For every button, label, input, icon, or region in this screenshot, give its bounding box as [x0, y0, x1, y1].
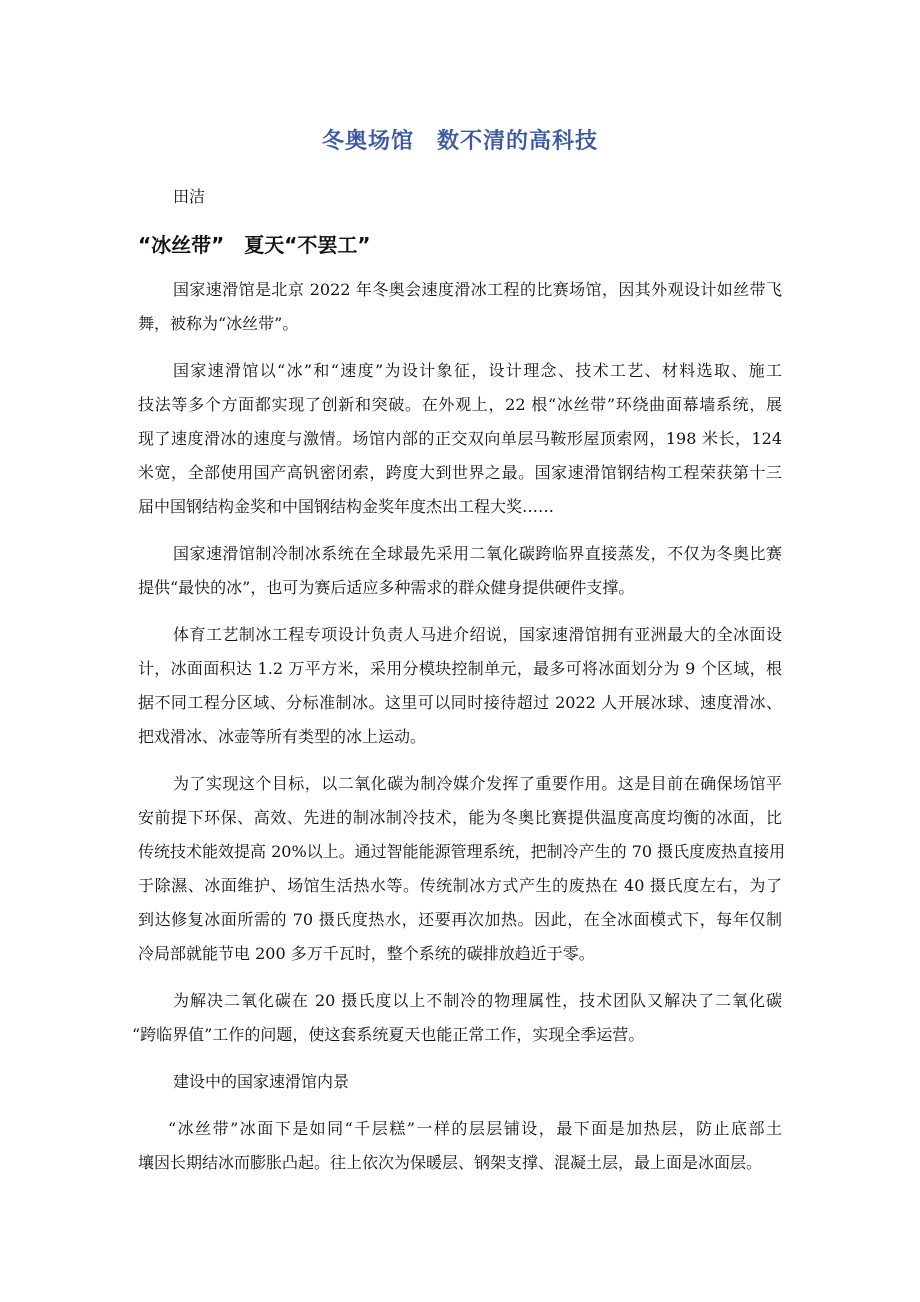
paragraph-line: “冰丝带”冰面下是如同“千层糕”一样的层层铺设，最下面是加热层，防止底部土 — [168, 1119, 782, 1138]
paragraph-line: 计，冰面面积达 1.2 万平方米，采用分模块控制单元，最多可将冰面划分为 9 个区域，根 — [138, 659, 782, 678]
paragraph-line: 届中国钢结构金奖和中国钢结构金奖年度杰出工程大奖…… — [138, 497, 555, 516]
paragraph — [138, 618, 782, 754]
paragraph-line: 把戏滑冰、冰壶等所有类型的冰上运动。 — [138, 727, 427, 746]
paragraph — [132, 984, 782, 1052]
paragraph-line: 传统技术能效提高 20%以上。通过智能能源管理系统，把制冷产生的 70 摄氏度废热直接用 — [138, 842, 786, 861]
paragraph-line: 现了速度滑冰的速度与激情。场馆内部的正交双向单层马鞍形屋顶索网，198 米长，124 — [138, 429, 782, 448]
paragraph-line: 为了实现这个目标，以二氧化碳为制冷媒介发挥了重要作用。这是目前在确保场馆平 — [173, 774, 782, 793]
paragraph-line: 国家速滑馆制冷制冰系统在全球最先采用二氧化碳跨临界直接蒸发，不仅为冬奥比赛 — [173, 544, 782, 563]
paragraph-line: 提供“最快的冰”，也可为赛后适应多种需求的群众健身提供硬件支撑。 — [138, 578, 635, 597]
paragraph-line: 据不同工程分区域、分标准制冰。这里可以同时接待超过 2022 人开展冰球、速度滑冰、 — [138, 693, 782, 712]
paragraph — [138, 537, 782, 605]
section-heading: “冰丝带” 夏天“不罢工” — [138, 233, 371, 257]
paragraph-line: 为解决二氧化碳在 20 摄氏度以上不制冷的物理属性，技术团队又解决了二氧化碳 — [173, 991, 782, 1010]
paragraph-line: 米宽，全部使用国产高钒密闭索，跨度大到世界之最。国家速滑馆钢结构工程荣获第十三 — [138, 463, 782, 482]
paragraph-line: 于除濕、冰面维护、场馆生活热水等。传统制冰方式产生的废热在 40 摄氏度左右，为了 — [138, 876, 782, 895]
paragraph-line: 技法等多个方面都实现了创新和突破。在外观上，22 根“冰丝带”环绕曲面幕墙系统，展 — [138, 395, 782, 414]
paragraph — [138, 273, 782, 341]
paragraph — [138, 1112, 782, 1180]
paragraph-line: 舞，被称为“冰丝带”。 — [138, 314, 299, 333]
paragraph-line: 冷局部就能节电 200 多万千瓦时，整个系统的碳排放趋近于零。 — [138, 944, 595, 963]
paragraph-line: 国家速滑馆以“冰”和“速度”为设计象征，设计理念、技术工艺、材料选取、施工 — [173, 361, 782, 380]
paragraph — [138, 354, 782, 524]
paragraph-line: 建设中的国家速滑馆内景 — [173, 1072, 350, 1091]
paragraph-line: 安前提下环保、高效、先进的制冰制冷技术，能为冬奥比赛提供温度高度均衡的冰面，比 — [138, 808, 782, 827]
paragraph — [138, 767, 786, 971]
paragraph-line: 国家速滑馆是北京 2022 年冬奥会速度滑冰工程的比赛场馆，因其外观设计如丝带飞 — [173, 280, 782, 299]
paragraph — [138, 1065, 782, 1099]
paragraph-line: 到达修复冰面所需的 70 摄氏度热水，还要再次加热。因此，在全冰面模式下，每年仅制 — [138, 910, 782, 929]
article-title: 冬奥场馆 数不清的高科技 — [321, 129, 598, 154]
paragraph-line: 壤因长期结冰而膨胀凸起。往上依次为保暖层、钢架支撑、混凝土层，最上面是冰面层。 — [138, 1153, 763, 1172]
paragraph-line: “跨临界值”工作的问题，使这套系统夏天也能正常工作，实现全季运营。 — [132, 1025, 645, 1044]
article-body — [132, 273, 786, 1193]
paragraph-line: 体育工艺制冰工程专项设计负责人马进介绍说，国家速滑馆拥有亚洲最大的全冰面设 — [173, 625, 782, 644]
author-name: 田洁 — [173, 187, 206, 206]
